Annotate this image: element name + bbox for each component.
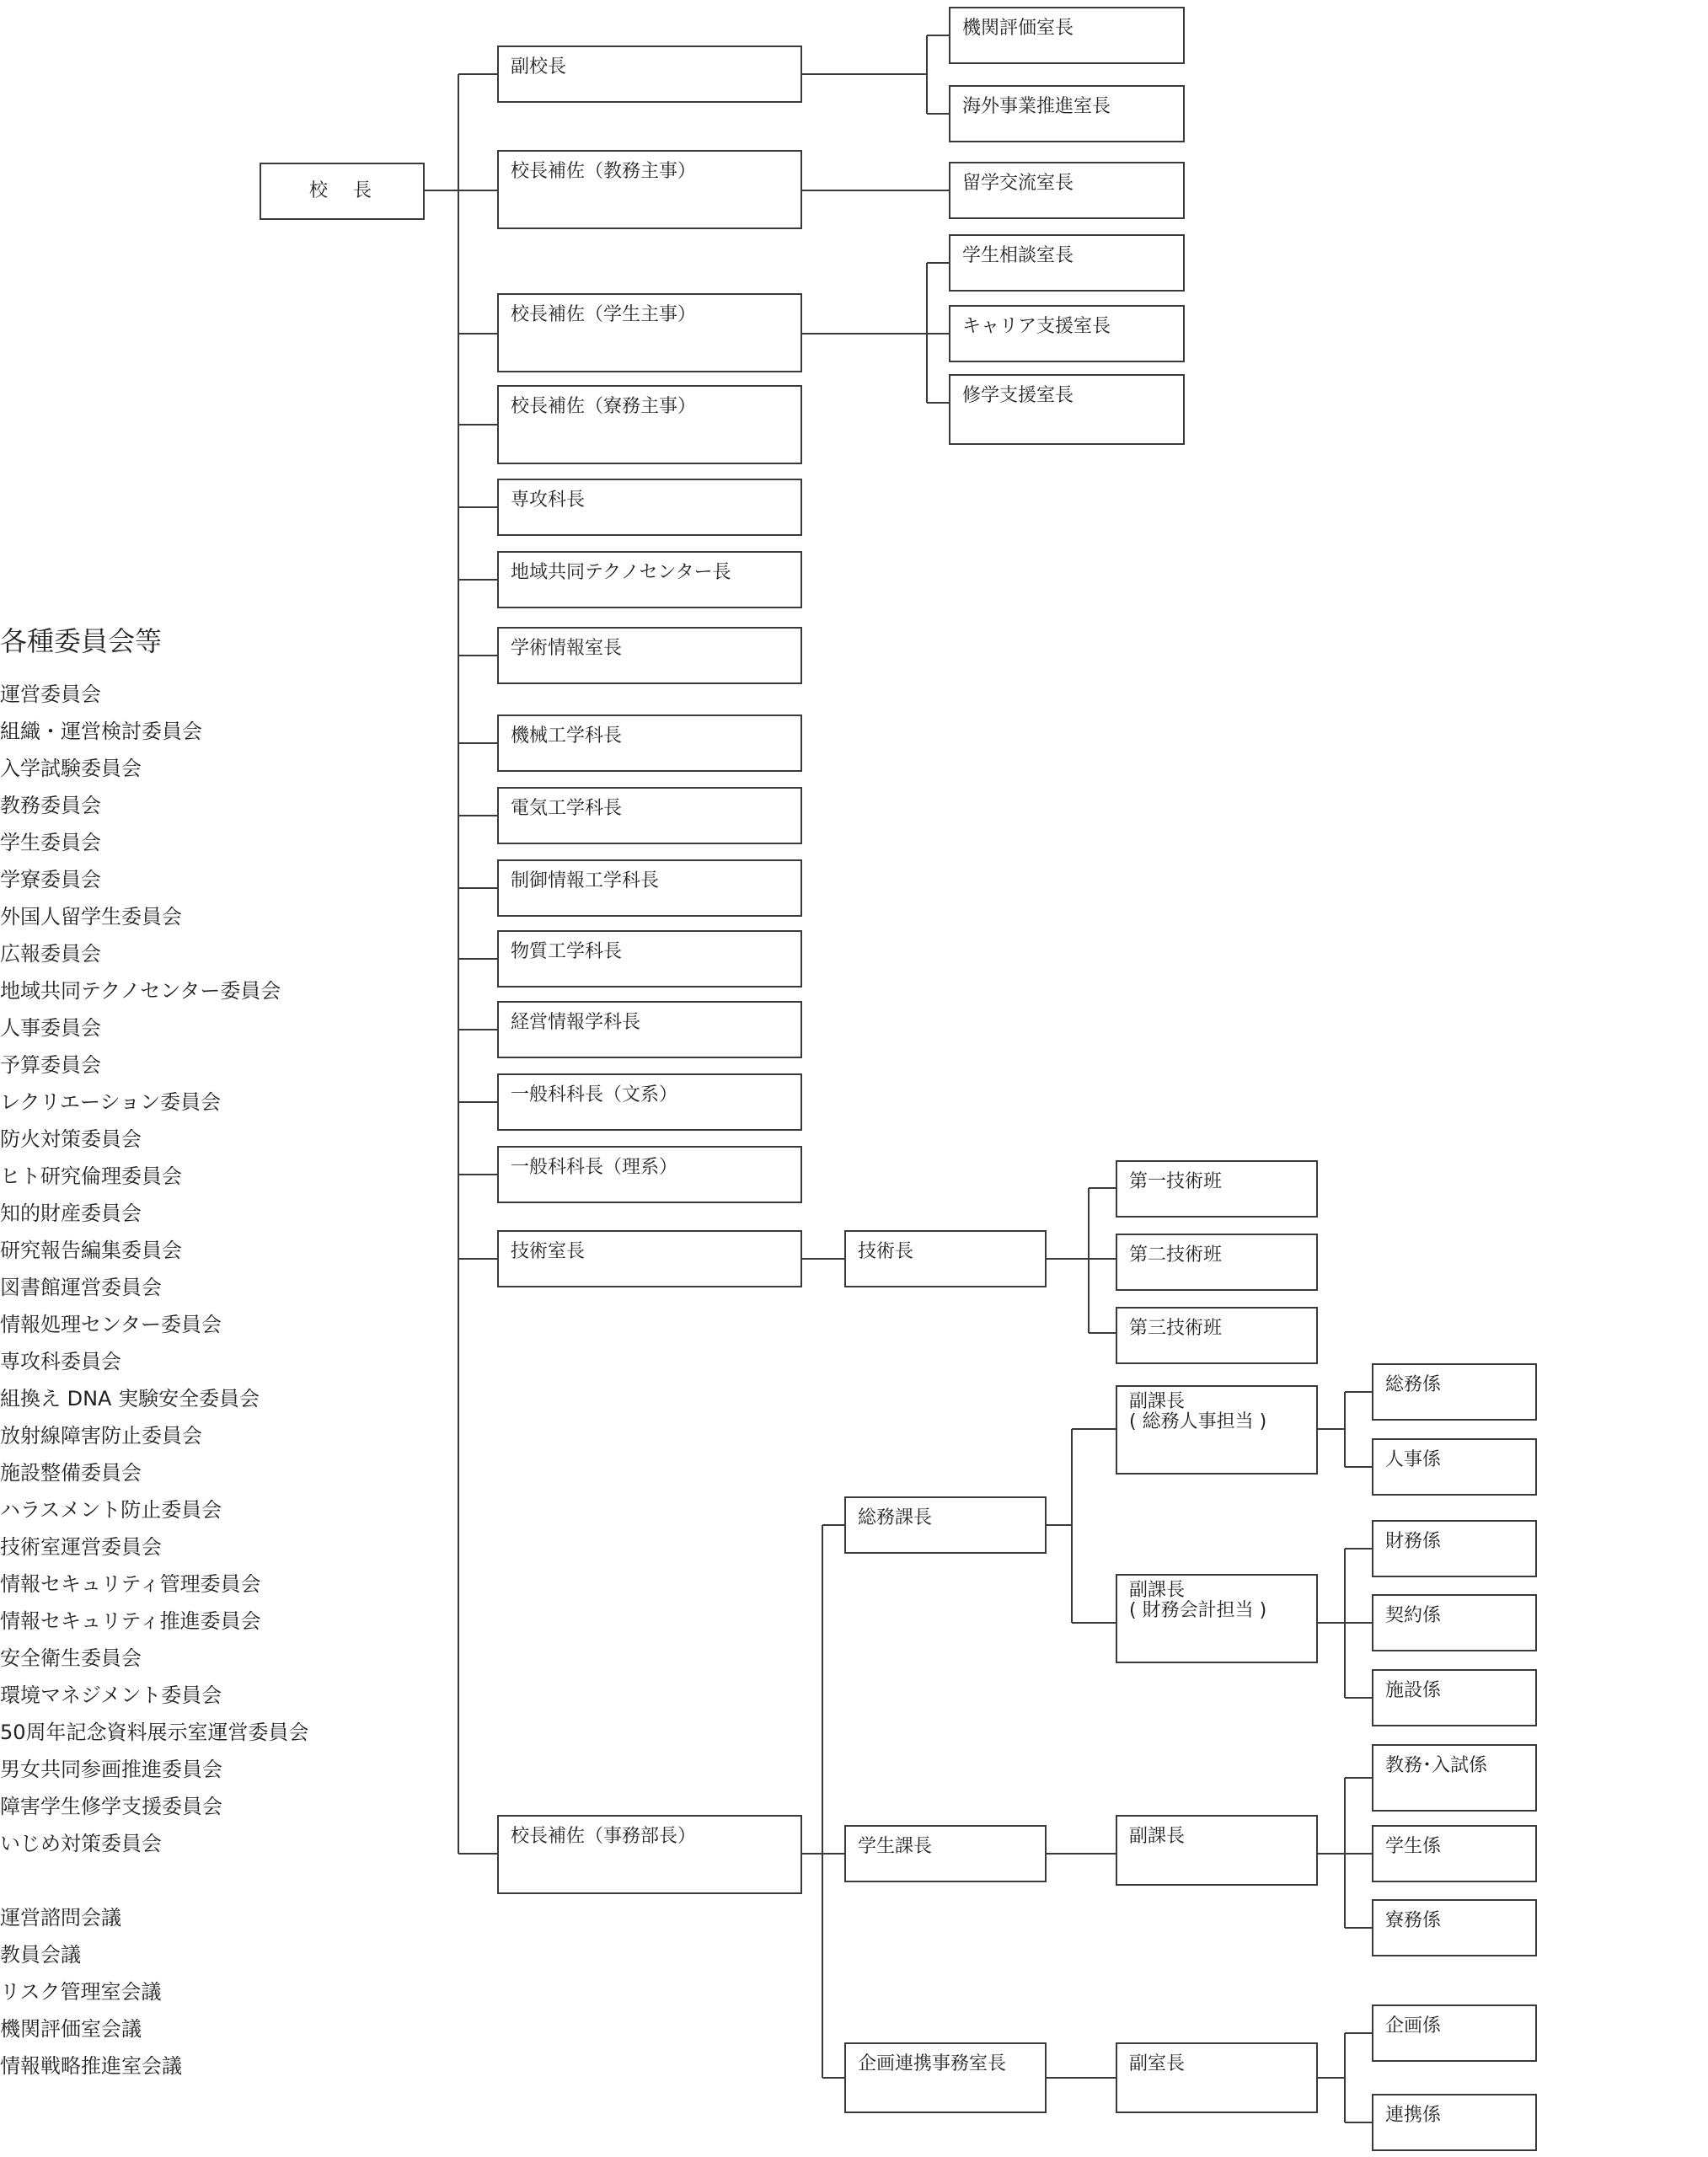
student-sec-box <box>1372 1825 1537 1882</box>
committee-item: いじめ対策委員会 <box>0 1832 162 1855</box>
tech-team2-label: 第二技術班 <box>1129 1244 1223 1266</box>
student-deputy-box <box>1116 1815 1318 1886</box>
facilities-sec-box <box>1372 1669 1537 1726</box>
committee-item: 障害学生修学支援委員会 <box>0 1795 222 1818</box>
committee-item: 放射線障害防止委員会 <box>0 1424 202 1448</box>
tech-chief-label: 技術長 <box>858 1241 914 1262</box>
committee-item: 図書館運営委員会 <box>0 1276 162 1299</box>
asst-academic-box <box>497 150 802 229</box>
counseling-office-label: 学生相談室長 <box>962 245 1074 266</box>
student-affairs-label: 学生課長 <box>858 1836 933 1857</box>
asst-student-box <box>497 293 802 372</box>
general-science-box <box>497 1146 802 1203</box>
finance-sec-box <box>1372 1520 1537 1577</box>
counseling-office-box <box>949 234 1185 292</box>
committee-item: 情報セキュリティ管理委員会 <box>0 1572 261 1596</box>
tech-team3-box <box>1116 1307 1318 1364</box>
general-affairs-box <box>844 1496 1047 1554</box>
committee-item: 入学試験委員会 <box>0 757 142 780</box>
committee-item: 情報処理センター委員会 <box>0 1313 222 1336</box>
planning-sec-label: 企画係 <box>1385 2015 1442 2037</box>
general-sec-box <box>1372 1363 1537 1421</box>
electrical-box <box>497 787 802 844</box>
general-humanities-box <box>497 1073 802 1131</box>
planning-deputy-label: 副室長 <box>1129 2053 1186 2074</box>
asst-dorm-box <box>497 385 802 464</box>
tech-team1-box <box>1116 1160 1318 1218</box>
techno-center-label: 地域共同テクノセンター長 <box>511 562 731 583</box>
planning-office-box <box>844 2042 1047 2113</box>
career-office-box <box>949 305 1185 362</box>
materials-label: 物質工学科長 <box>511 941 623 962</box>
info-office-label: 学術情報室長 <box>511 638 623 659</box>
committee-item: ハラスメント防止委員会 <box>0 1498 222 1522</box>
study-support-office-label: 修学支援室長 <box>962 385 1074 406</box>
deputy-hr-title: 副課長 <box>1129 1391 1186 1412</box>
tech-team2-box <box>1116 1234 1318 1291</box>
principal-box <box>260 163 425 220</box>
deputy-fin-scope: ( 財務会計担当 ) <box>1129 1600 1267 1621</box>
mechanical-label: 機械工学科長 <box>511 725 623 747</box>
committee-item: 学生委員会 <box>0 831 101 854</box>
finance-sec-label: 財務係 <box>1385 1531 1442 1552</box>
meeting-item: 運営諮問会議 <box>0 1906 121 1930</box>
facilities-sec-label: 施設係 <box>1385 1680 1442 1701</box>
management-info-box <box>497 1001 802 1058</box>
advanced-course-box <box>497 479 802 536</box>
career-office-label: キャリア支援室長 <box>962 316 1111 337</box>
committee-item: 地域共同テクノセンター委員会 <box>0 979 281 1003</box>
deputy-fin-title: 副課長 <box>1129 1580 1186 1601</box>
exchange-office-label: 留学交流室長 <box>962 173 1074 194</box>
committee-item: 情報セキュリティ推進委員会 <box>0 1609 261 1633</box>
committee-item: ヒト研究倫理委員会 <box>0 1164 182 1188</box>
electrical-label: 電気工学科長 <box>511 798 623 819</box>
evaluation-office-box <box>949 7 1185 64</box>
management-info-label: 経営情報学科長 <box>511 1012 641 1033</box>
committee-item: 技術室運営委員会 <box>0 1535 162 1559</box>
committees-panel <box>0 624 309 2085</box>
vice-principal-box <box>497 45 802 103</box>
planning-sec-box <box>1372 2004 1537 2062</box>
tech-team1-label: 第一技術班 <box>1129 1171 1223 1192</box>
committee-item: 研究報告編集委員会 <box>0 1239 182 1262</box>
committee-item: 安全衛生委員会 <box>0 1646 142 1670</box>
general-humanities-label: 一般科科長（文系） <box>511 1084 678 1105</box>
advanced-course-label: 専攻科長 <box>511 490 586 511</box>
meeting-item: 情報戦略推進室会議 <box>0 2054 182 2078</box>
committee-item: 広報委員会 <box>0 942 101 966</box>
list-spacer <box>0 1862 309 1899</box>
personnel-sec-box <box>1372 1438 1537 1496</box>
asst-student-label: 校長補佐（学生主事） <box>511 304 697 325</box>
committee-item: 50周年記念資料展示室運営委員会 <box>0 1721 309 1744</box>
meeting-item: 機関評価室会議 <box>0 2017 142 2041</box>
asst-academic-label: 校長補佐（教務主事） <box>511 161 697 182</box>
committee-item: レクリエーション委員会 <box>0 1090 222 1114</box>
committee-item: 教務委員会 <box>0 794 101 817</box>
committee-item: 施設整備委員会 <box>0 1461 142 1485</box>
exchange-office-box <box>949 162 1185 219</box>
info-office-box <box>497 627 802 684</box>
committee-item: 運営委員会 <box>0 682 101 706</box>
tech-chief-box <box>844 1230 1047 1287</box>
asst-admin-box <box>497 1815 802 1894</box>
committee-item: 組換え DNA 実験安全委員会 <box>0 1387 260 1410</box>
vice-principal-label: 副校長 <box>511 56 567 78</box>
committee-item: 防火対策委員会 <box>0 1127 142 1151</box>
liaison-sec-box <box>1372 2094 1537 2151</box>
student-affairs-box <box>844 1825 1047 1882</box>
tech-office-label: 技術室長 <box>511 1241 586 1262</box>
evaluation-office-label: 機関評価室長 <box>962 18 1074 39</box>
deputy-fin-box <box>1116 1574 1318 1663</box>
principal-label: 校 長 <box>308 180 375 201</box>
control-info-label: 制御情報工学科長 <box>511 870 660 891</box>
planning-office-label: 企画連携事務室長 <box>858 2053 1007 2074</box>
asst-admin-label: 校長補佐（事務部長） <box>511 1826 697 1847</box>
academic-sec-label: 教務･入試係 <box>1385 1755 1488 1776</box>
committee-item: 環境マネジメント委員会 <box>0 1683 222 1707</box>
student-sec-label: 学生係 <box>1385 1836 1442 1857</box>
committee-item: 専攻科委員会 <box>0 1350 121 1373</box>
committee-item: 組織・運営検討委員会 <box>0 720 202 743</box>
committee-item: 学寮委員会 <box>0 868 101 891</box>
committee-item: 人事委員会 <box>0 1016 101 1040</box>
general-sec-label: 総務係 <box>1385 1374 1442 1395</box>
committee-item: 外国人留学生委員会 <box>0 905 182 929</box>
planning-deputy-box <box>1116 2042 1318 2113</box>
student-deputy-label: 副課長 <box>1129 1826 1186 1847</box>
academic-sec-box <box>1372 1744 1537 1812</box>
committee-item: 予算委員会 <box>0 1053 101 1077</box>
tech-team3-label: 第三技術班 <box>1129 1318 1223 1339</box>
tech-office-box <box>497 1230 802 1287</box>
dorm-sec-box <box>1372 1899 1537 1956</box>
study-support-office-box <box>949 374 1185 445</box>
committees-title: 各種委員会等 <box>0 625 163 657</box>
asst-dorm-label: 校長補佐（寮務主事） <box>511 396 697 417</box>
mechanical-box <box>497 715 802 772</box>
contract-sec-label: 契約係 <box>1385 1605 1442 1626</box>
contract-sec-box <box>1372 1594 1537 1651</box>
deputy-hr-box <box>1116 1385 1318 1475</box>
general-affairs-label: 総務課長 <box>858 1507 933 1528</box>
meeting-item: リスク管理室会議 <box>0 1980 162 2004</box>
dorm-sec-label: 寮務係 <box>1385 1910 1442 1931</box>
general-science-label: 一般科科長（理系） <box>511 1157 678 1178</box>
committee-item: 知的財産委員会 <box>0 1202 142 1225</box>
control-info-box <box>497 859 802 917</box>
committee-item: 男女共同参画推進委員会 <box>0 1758 222 1781</box>
liaison-sec-label: 連携係 <box>1385 2105 1442 2126</box>
meeting-item: 教員会議 <box>0 1943 81 1967</box>
personnel-sec-label: 人事係 <box>1385 1449 1442 1470</box>
materials-box <box>497 930 802 988</box>
overseas-office-box <box>949 85 1185 142</box>
overseas-office-label: 海外事業推進室長 <box>962 96 1111 117</box>
deputy-hr-scope: ( 総務人事担当 ) <box>1129 1411 1267 1432</box>
techno-center-box <box>497 551 802 608</box>
